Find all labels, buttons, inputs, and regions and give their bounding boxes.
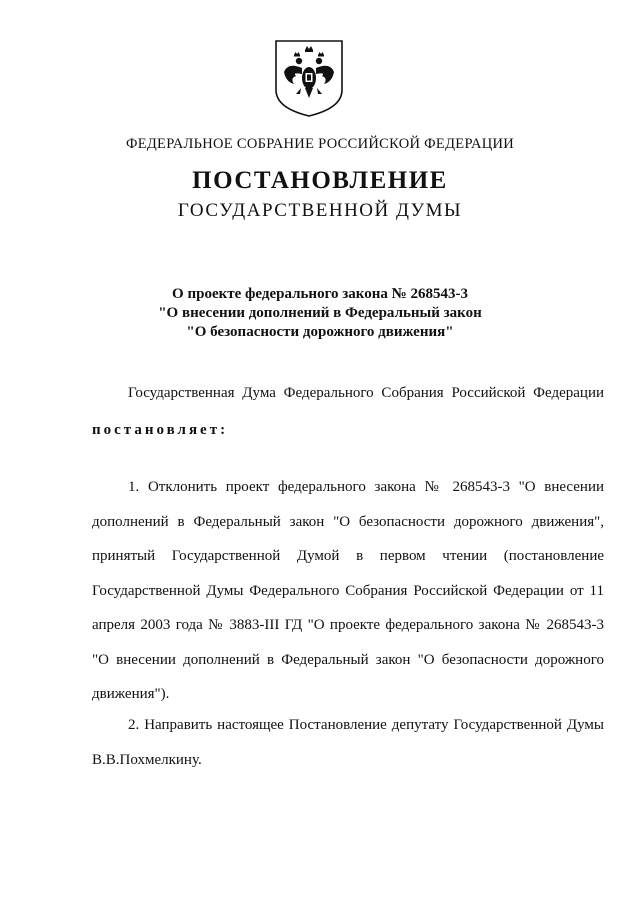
resolution-item-2 xyxy=(92,708,604,777)
resolves-word: постановляет: xyxy=(92,422,229,438)
subject-line-2: "О внесении дополнений в Федеральный закон xyxy=(158,305,482,321)
assembly-name: ФЕДЕРАЛЬНОЕ СОБРАНИЕ РОССИЙСКОЙ ФЕДЕРАЦИИ xyxy=(125,136,515,152)
russian-coat-of-arms-icon xyxy=(272,38,346,118)
subject-line-1: О проекте федерального закона № 268543-3 xyxy=(172,286,468,302)
document-subject xyxy=(150,285,490,342)
item-1-text: 1. Отклонить проект федерального закона № 268543-3 "О внесении дополнений в Федеральный закон "О безопасности дорожного движения", принятый Государственной Думой в первом чтении (постановление Государственной Думы Федерального Собрания Российской Федерации от 11 апреля 2003 года № 3883-III ГД "О проекте федерального закона № 268543-3 "О внесении дополнений в Федеральный закон "О безопасности дорожного движения"). xyxy=(92,479,604,702)
document-type: ПОСТАНОВЛЕНИЕ xyxy=(192,167,448,194)
item-2-text: 2. Направить настоящее Постановление депутату Государственной Думы В.В.Похмелкину. xyxy=(92,717,604,768)
preamble: Государственная Дума Федерального Собрания Российской Федерации xyxy=(128,385,604,401)
issuer-name: ГОСУДАРСТВЕННОЙ ДУМЫ xyxy=(177,200,463,221)
subject-line-3: "О безопасности дорожного движения" xyxy=(186,324,454,340)
resolution-item-1 xyxy=(92,470,604,712)
